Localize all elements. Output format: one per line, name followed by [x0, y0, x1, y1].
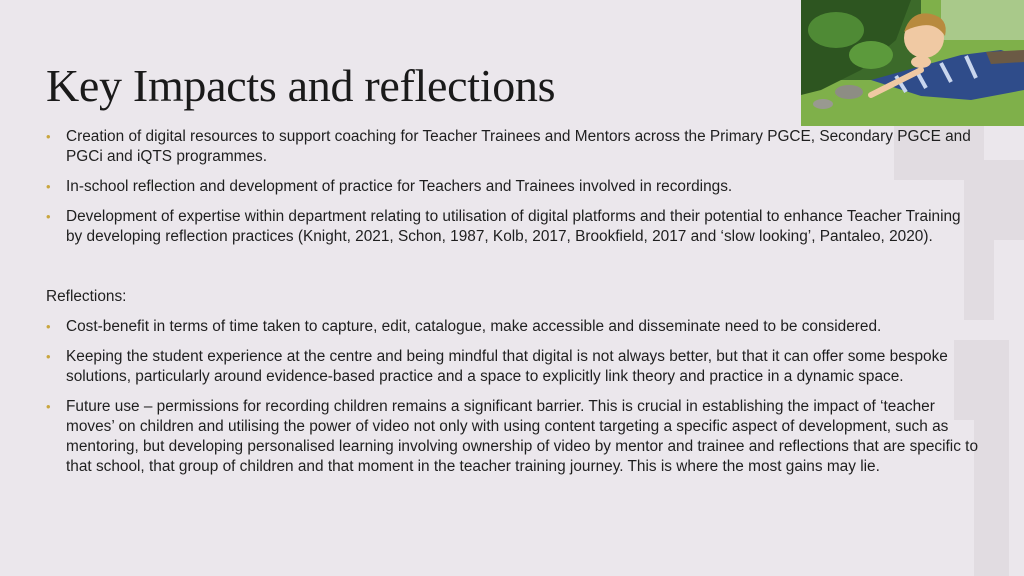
list-item [46, 177, 981, 197]
slide-content [46, 127, 981, 487]
reflection-text: Keeping the student experience at the centre and being mindful that digital is not always better, but that it can offer some bespoke solutions, particularly around evidence-based practice and a space to explicitly link theory and practice in a dynamic space. [66, 348, 948, 385]
list-item [46, 317, 981, 337]
list-item [46, 127, 981, 167]
reflections-list [46, 317, 981, 477]
bullet-icon: • [46, 349, 51, 364]
impact-text: Creation of digital resources to support coaching for Teacher Trainees and Mentors across the Primary PGCE, Secondary PGCE and PGCi and iQTS programmes. [66, 128, 971, 165]
child-photo [801, 0, 1024, 126]
bullet-icon: • [46, 319, 51, 334]
impact-text: In-school reflection and development of practice for Teachers and Trainees involved in recordings. [66, 178, 733, 195]
impacts-list [46, 127, 981, 247]
slide-title: Key Impacts and reflections [46, 60, 556, 111]
bullet-icon: • [46, 209, 51, 224]
bullet-icon: • [46, 129, 51, 144]
reflection-text: Cost-benefit in terms of time taken to capture, edit, catalogue, make accessible and disseminate need to be considered. [66, 318, 882, 335]
reflections-heading: Reflections: [46, 288, 127, 305]
reflection-text: Future use – permissions for recording children remains a significant barrier. This is crucial in establishing the impact of ‘teacher moves’ on children and utilising the power of video not only with using content targeting a specific aspect of development, such as mentoring, but developing personalised learning involving ownership of video by mentor and trainee and reflections that are specific to that school, that group of children and that moment in the teacher training journey. This is where the most gains may lie. [66, 398, 979, 475]
list-item [46, 397, 981, 477]
bullet-icon: • [46, 399, 51, 414]
bullet-icon: • [46, 179, 51, 194]
list-item [46, 347, 981, 387]
list-item [46, 207, 981, 247]
impact-text: Development of expertise within department relating to utilisation of digital platforms and their potential to enhance Teacher Training by developing reflection practices (Knight, 2021, Schon, 1987, Kolb, 2017, Brookfield, 2017 and ‘slow looking’, Pantaleo, 2020). [66, 208, 961, 245]
